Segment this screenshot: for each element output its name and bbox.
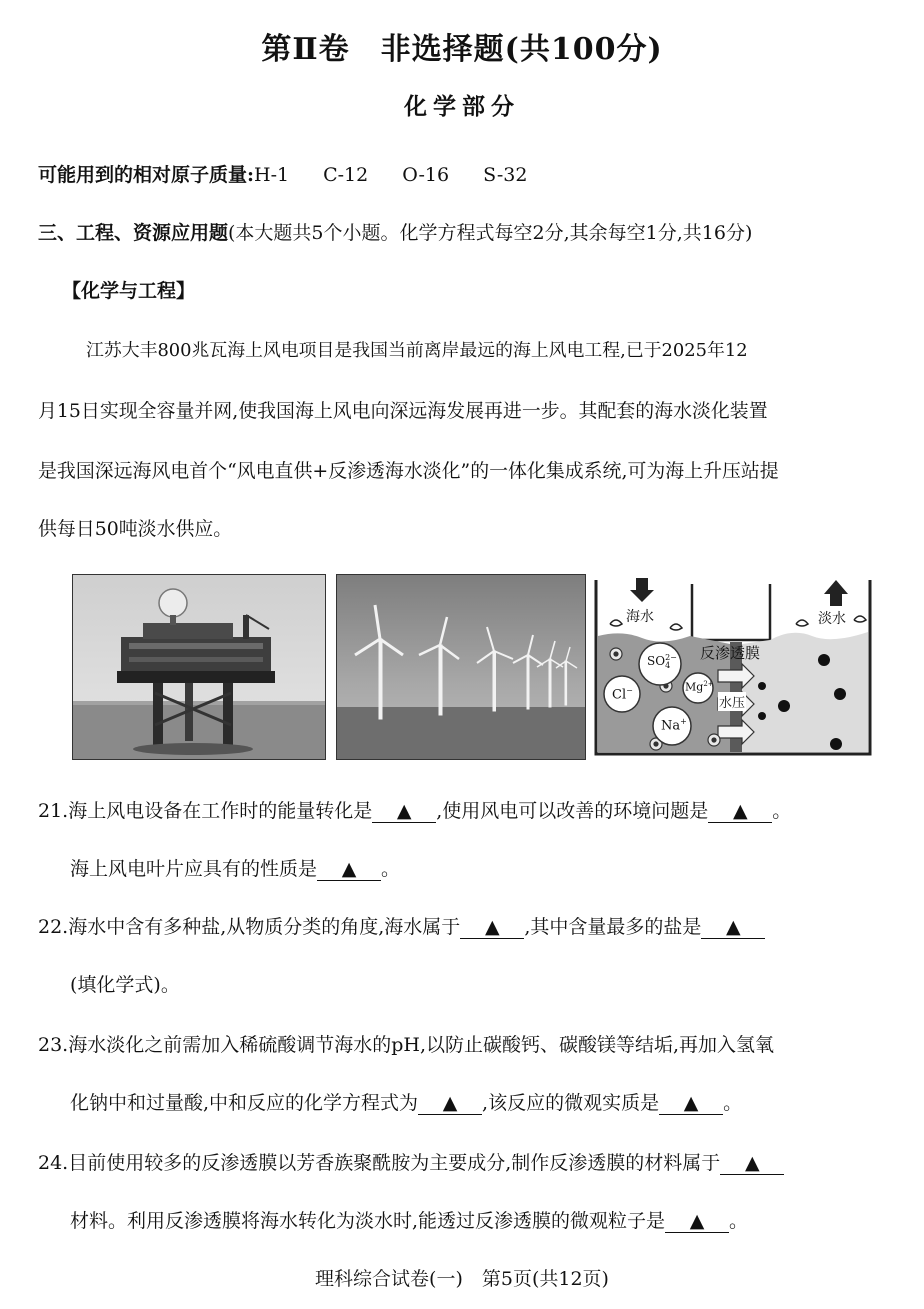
question-text: 海水淡化之前需加入稀硫酸调节海水的pH,以防止碳酸钙、碳酸镁等结垢,再加入氢氧	[68, 1034, 775, 1056]
reverse-osmosis-diagram	[592, 574, 876, 762]
question-22	[38, 912, 765, 939]
page-footer: 理科综合试卷(一) 第5页(共12页)	[315, 1268, 609, 1290]
chloride-ion: Cl−	[612, 686, 633, 703]
passage-line: 是我国深远海风电首个“风电直供+反渗透海水淡化”的一体化集成系统,可为海上升压站提	[38, 460, 779, 482]
question-text: 材料。利用反渗透膜将海水转化为淡水时,能透过反渗透膜的微观粒子是	[70, 1210, 666, 1232]
question-text: 。	[729, 1210, 749, 1232]
question-number: 21.	[38, 800, 69, 822]
topic-tag: 【化学与工程】	[62, 280, 196, 302]
sulfate-ion: SO 2− 4	[647, 653, 677, 670]
answer-blank[interactable]: ▲	[372, 800, 436, 823]
sodium-ion: Na+	[661, 717, 687, 734]
offshore-platform-photo	[72, 574, 326, 760]
answer-blank[interactable]: ▲	[460, 916, 524, 939]
pressure-label: 水压	[718, 692, 746, 711]
question-number: 23.	[38, 1034, 69, 1056]
atomic-masses	[38, 160, 561, 187]
question-24	[38, 1148, 784, 1175]
answer-blank[interactable]: ▲	[317, 858, 381, 881]
question-22-continued	[70, 970, 180, 997]
seawater-label: 海水	[626, 609, 654, 625]
passage-line: 江苏大丰800兆瓦海上风电项目是我国当前离岸最远的海上风电工程,已于2025年12	[86, 340, 748, 361]
question-text: 海上风电叶片应具有的性质是	[70, 858, 318, 880]
freshwater-label: 淡水	[818, 611, 846, 627]
question-text: 目前使用较多的反渗透膜以芳香族聚酰胺为主要成分,制作反渗透膜的材料属于	[68, 1152, 721, 1174]
wind-turbines-photo	[336, 574, 586, 760]
question-text: (填化学式)。	[70, 974, 180, 996]
question-text: ,该反应的微观实质是	[482, 1092, 660, 1114]
mass-item: H-1	[254, 164, 290, 186]
question-text: 。	[723, 1092, 743, 1114]
membrane-label: 反渗透膜	[700, 644, 761, 662]
question-23	[38, 1030, 774, 1057]
section-title: 三、工程、资源应用题	[38, 222, 229, 244]
passage-line: 月15日实现全容量并网,使我国海上风电向深远海发展再进一步。其配套的海水淡化装置	[38, 400, 768, 422]
section-note: (本大题共5个小题。化学方程式每空2分,其余每空1分,共16分)	[228, 222, 753, 244]
question-text: 化钠中和过量酸,中和反应的化学方程式为	[70, 1092, 419, 1114]
atomic-masses-label: 可能用到的相对原子质量:	[38, 164, 255, 186]
question-number: 22.	[38, 916, 69, 938]
question-text: 海上风电设备在工作时的能量转化是	[68, 800, 373, 822]
question-text: 。	[772, 800, 792, 822]
answer-blank[interactable]: ▲	[665, 1210, 729, 1233]
answer-blank[interactable]: ▲	[659, 1092, 723, 1115]
question-text: ,使用风电可以改善的环境问题是	[436, 800, 709, 822]
mass-item: O-16	[402, 164, 450, 186]
answer-blank[interactable]: ▲	[701, 916, 765, 939]
question-21-continued	[70, 854, 400, 881]
question-text: 。	[381, 858, 401, 880]
passage-line: 供每日50吨淡水供应。	[38, 518, 233, 540]
question-23-continued	[70, 1088, 742, 1115]
question-21	[38, 796, 791, 823]
question-number: 24.	[38, 1152, 69, 1174]
section-heading	[38, 218, 752, 245]
mass-item: S-32	[483, 164, 528, 186]
question-text: 海水中含有多种盐,从物质分类的角度,海水属于	[68, 916, 461, 938]
question-text: ,其中含量最多的盐是	[524, 916, 702, 938]
question-24-continued	[70, 1206, 748, 1233]
answer-blank[interactable]: ▲	[418, 1092, 482, 1115]
answer-blank[interactable]: ▲	[720, 1152, 784, 1175]
page-title: 第Ⅱ卷 非选择题(共100分)	[261, 32, 663, 67]
section-subtitle: 化学部分	[404, 93, 520, 120]
mass-item: C-12	[323, 164, 369, 186]
answer-blank[interactable]: ▲	[708, 800, 772, 823]
magnesium-ion: $Mg^{2+}$	[685, 680, 714, 694]
